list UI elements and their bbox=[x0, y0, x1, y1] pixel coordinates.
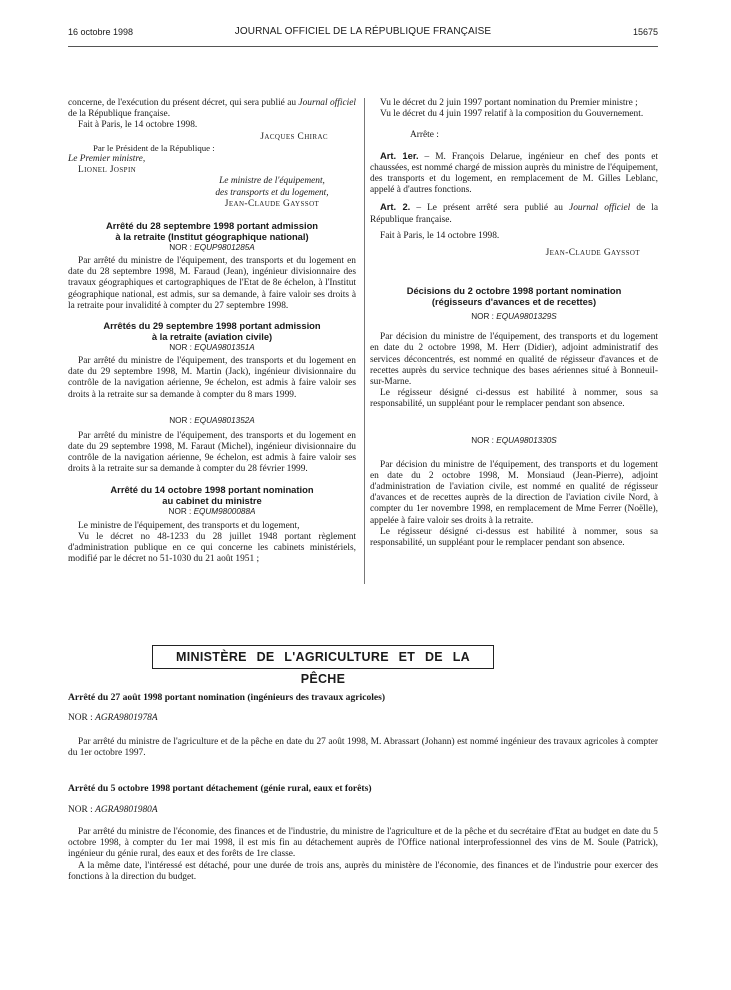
issue-date: 16 octobre 1998 bbox=[68, 27, 134, 37]
nor-reference: NOR : EQUA9801352A bbox=[169, 415, 255, 425]
article-2 bbox=[370, 201, 658, 225]
body-paragraph: Par arrêté du ministre de l'équipement, des transports et du logement en date du 28 septembre 1998, M. Faraud (Jean), ingénieur divisionnaire des travaux géographiques et cartographiques de l'Etat de 8e échelon, à l'Institut géographique national, est admis, sur sa demande, à faire valoir ses droits à la retraite pour invalidité à compter du 27 septembre 1998. bbox=[68, 256, 356, 311]
article-1 bbox=[370, 150, 658, 197]
body-paragraph: Vu le décret no 48-1233 du 28 juillet 1948 portant règlement d'administration publique en ce qui concerne les cabinets ministériels, modifié par le décret no 51-1030 du 21 août 1951 ; bbox=[68, 531, 356, 565]
fait-a-paris: Fait à Paris, le 14 octobre 1998. bbox=[380, 230, 500, 241]
journal-title: JOURNAL OFFICIEL DE LA RÉPUBLIQUE FRANÇAISE bbox=[234, 26, 492, 37]
signatory-gayssot: Jean-Claude Gayssot bbox=[545, 248, 640, 259]
article-label: Art. 2. bbox=[380, 201, 411, 213]
article-text: – M. François Delarue, ingénieur en chef des ponts et chaussées, est nommé chargé de mission auprès du ministre de l'équipement, des transports et du logement, en remplacement de M. Gilles Leblanc, appelé à d'autres fonctions. bbox=[370, 151, 658, 196]
journal-officiel-italic: Journal officiel bbox=[298, 98, 356, 108]
body-paragraph: Par arrêté du ministre de l'agriculture et de la pêche en date du 27 août 1998, M. Abrassart (Johann) est nommé ingénieur des travaux agricoles à compter du 1er octobre 1997. bbox=[68, 737, 658, 759]
article-text: – Le présent arrêté sera publié au bbox=[410, 203, 570, 214]
nor-reference: NOR : AGRA9801978A bbox=[68, 713, 158, 723]
section-title: Décisions du 2 octobre 1998 portant nomination bbox=[406, 285, 622, 297]
nor-reference: NOR : EQUA9801330S bbox=[471, 435, 557, 445]
section-title: Arrêté du 14 octobre 1998 portant nomination bbox=[110, 483, 314, 495]
section-title: à la retraite (aviation civile) bbox=[151, 331, 273, 343]
body-paragraph: Par arrêté du ministre de l'économie, des finances et de l'industrie, du ministre de l'agriculture et de la pêche et du secrétaire d'Etat au budget en date du 5 octobre 1998, à compter du 1er mai 1998, il est mis fin au détachement auprès de l'Office national interprofessionnel des vins de M. Soule (Patrick), ingénieur du génie rural, des eaux et des forêts de 1re classe. bbox=[68, 827, 658, 860]
section-title: Arrêté du 27 août 1998 portant nomination (ingénieurs des travaux agricoles) bbox=[68, 692, 386, 703]
article-label: Art. 1er. bbox=[380, 149, 419, 161]
section-title: à la retraite (Institut géographique national) bbox=[115, 231, 309, 243]
intro-text: concerne, de l'exécution du présent décret, qui sera publié au bbox=[68, 98, 299, 108]
section-title: Arrêté du 28 septembre 1998 portant admission bbox=[105, 220, 319, 232]
page-header bbox=[68, 25, 658, 39]
column-divider bbox=[364, 98, 365, 584]
article-text-end: de la République française. bbox=[370, 203, 658, 225]
fait-a-paris: Fait à Paris, le 14 octobre 1998. bbox=[78, 120, 198, 131]
left-column bbox=[68, 98, 356, 565]
signatory-chirac: Jacques Chirac bbox=[260, 131, 328, 142]
body-paragraph: Par décision du ministre de l'équipement, des transports et du logement en date du 2 octobre 1998, M. Herr (Didier), adjoint administratif des services déconcentrés, est nommé en qualité de régisseur d'avances et de recettes auprès du service technique des bases aériennes situé à Bonneuil-sur-Marne. bbox=[370, 332, 658, 388]
minister-name: Jean-Claude Gayssot bbox=[224, 198, 320, 209]
body-paragraph: Par arrêté du ministre de l'équipement, des transports et du logement en date du 29 septembre 1998, M. Martin (Jack), ingénieur divisionnaire du contrôle de la navigation aérienne, 9e échelon, est admis à faire valoir ses droits à la retraite sur sa demande à compter du 8 mars 1999. bbox=[68, 356, 356, 400]
pm-name: Lionel Jospin bbox=[78, 165, 137, 176]
journal-officiel-italic: Journal officiel bbox=[569, 203, 631, 214]
par-le-president: Par le Président de la République : bbox=[93, 142, 215, 153]
section-body bbox=[68, 827, 658, 883]
body-paragraph: Le régisseur désigné ci-dessus est habilité à nommer, sous sa responsabilité, un suppléant pour le remplacer pendant son absence. bbox=[370, 526, 658, 549]
section-title: Arrêté du 5 octobre 1998 portant détachement (génie rural, eaux et forêts) bbox=[68, 783, 372, 794]
body-paragraph: Par décision du ministre de l'équipement, des transports et du logement en date du 2 octobre 1998, M. Monsiaud (Jean-Pierre), adjoint d'administration de l'aviation civile, est nommé en qualité de régisseur d'avances et de recettes auprès de la direction de l'aviation civile Nord, à compter du 1er novembre 1998, en remplacement de Mme Ferrer (Noëlle), appelée à faire valoir ses droits à la retraite. bbox=[370, 459, 658, 526]
vu-paragraph: Vu le décret du 2 juin 1997 portant nomination du Premier ministre ; bbox=[380, 98, 638, 108]
body-paragraph: A la même date, l'intéressé est détaché, pour une durée de trois ans, auprès du ministère de l'économie, des finances et de l'industrie pour exercer des fonctions à la direction du budget. bbox=[68, 860, 658, 882]
pm-title: Le Premier ministre, bbox=[68, 154, 146, 165]
section-title: (régisseurs d'avances et de recettes) bbox=[431, 296, 597, 308]
section-title: au cabinet du ministre bbox=[162, 494, 262, 506]
page-number: 15675 bbox=[632, 27, 658, 37]
header-rule bbox=[68, 46, 658, 47]
intro-text-end: de la République française. bbox=[68, 109, 171, 120]
body-paragraph: Le régisseur désigné ci-dessus est habilité à nommer, sous sa responsabilité, un suppléant pour le remplacer pendant son absence. bbox=[370, 388, 658, 410]
nor-reference: NOR : EQUA9801329S bbox=[471, 312, 557, 322]
section-title: Arrêtés du 29 septembre 1998 portant admission bbox=[103, 320, 321, 332]
vu-paragraph: Vu le décret du 4 juin 1997 relatif à la composition du Gouvernement. bbox=[380, 109, 644, 120]
nor-reference: NOR : EQUM9800088A bbox=[168, 506, 256, 516]
ministry-heading: MINISTÈRE DE L'AGRICULTURE ET DE LA PÊCHE bbox=[152, 645, 494, 669]
body-paragraph: Par arrêté du ministre de l'équipement, des transports et du logement en date du 29 septembre 1998, M. Faraut (Michel), ingénieur divisionnaire du contrôle de la navigation aérienne, 9e échelon, est admis à faire valoir ses droits à la retraite sur sa demande à compter du 28 février 1999. bbox=[68, 430, 356, 475]
body-paragraph: Le ministre de l'équipement, des transports et du logement, bbox=[78, 520, 300, 531]
nor-reference: NOR : EQUA9801351A bbox=[169, 343, 255, 353]
nor-reference: NOR : AGRA9801980A bbox=[68, 805, 158, 815]
intro-paragraph bbox=[68, 98, 356, 120]
nor-reference: NOR : EQUP9801285A bbox=[169, 243, 255, 253]
minister-title-1: Le ministre de l'équipement, bbox=[219, 176, 325, 187]
minister-title-2: des transports et du logement, bbox=[215, 187, 329, 198]
right-column bbox=[370, 98, 658, 549]
arrete-label: Arrête : bbox=[410, 130, 439, 141]
